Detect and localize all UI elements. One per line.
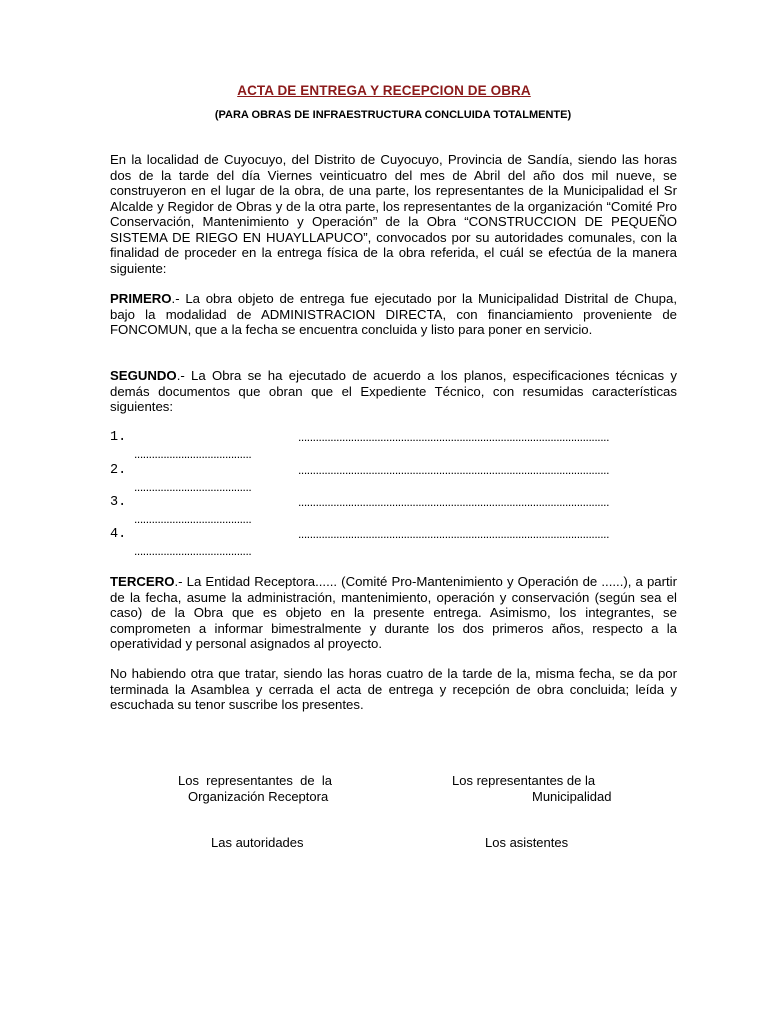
item-dots-line: ........................................ [134, 512, 252, 526]
signature-muni-line1: Los representantes de la [452, 773, 596, 788]
document-title: ACTA DE ENTREGA Y RECEPCION DE OBRA [237, 83, 531, 98]
tercero-paragraph [110, 574, 677, 652]
segundo-paragraph [110, 368, 677, 415]
item-dots-line: ........................................ [134, 480, 252, 494]
segundo-text: .- La Obra se ha ejecutado de acuerdo a los planos, especificaciones técnicas y demás documentos que obran que el Expediente Técnico, con resumidas características siguientes: [110, 368, 677, 414]
item-number: 1. [110, 430, 127, 445]
document-subtitle: (PARA OBRAS DE INFRAESTRUCTURA CONCLUIDA TOTALMENTE) [214, 109, 572, 121]
item-dots-line: ........................................ [134, 447, 252, 461]
item-number: 2. [110, 463, 127, 478]
tercero-label: TERCERO [110, 574, 175, 589]
intro-paragraph: En la localidad de Cuyocuyo, del Distrito de Cuyocuyo, Provincia de Sandía, siendo las horas dos de la tarde del día Viernes veinticuatro del mes de Abril del año dos mil nueve, se construyeron en el lugar de la obra, de una parte, los representantes de la Municipalidad el Sr Alcalde y Regidor de Obras y de la otra parte, los representantes de la organización “Comité Pro Conservación, Mantenimiento y Operación” de la Obra “CONSTRUCCION DE PEQUEÑO SISTEMA DE RIEGO EN HUAYLLAPUCO”, convocados por su autoridades comunales, con la finalidad de proceder en la entrega física de la obra referida, el cuál se efectúa de la manera siguiente: [110, 152, 677, 276]
item-number: 3. [110, 495, 127, 510]
signature-org-line2: Organización Receptora [188, 789, 329, 804]
signature-muni-line2: Municipalidad [532, 789, 612, 804]
signature-autoridades: Las autoridades [211, 835, 304, 850]
segundo-label: SEGUNDO [110, 368, 177, 383]
signature-asistentes: Los asistentes [485, 835, 569, 850]
primero-label: PRIMERO [110, 291, 172, 306]
item-number: 4. [110, 527, 127, 542]
item-dots-line: .......................................................................................................... [298, 430, 610, 444]
tercero-text: .- La Entidad Receptora...... (Comité Pro-Mantenimiento y Operación de ......), a partir de la fecha, asume la administración, mantenimiento, operación y conservación (según sea el caso) de la Obra que es objeto en la presente entrega. Asimismo, los integrantes, se comprometen a informar bimestralmente y durante los dos primeros años, respecto a la operatividad y personal asignados al proyecto. [110, 574, 677, 651]
item-dots-line: .......................................................................................................... [298, 527, 610, 541]
primero-text: .- La obra objeto de entrega fue ejecutado por la Municipalidad Distrital de Chupa, bajo la modalidad de ADMINISTRACION DIRECTA, con financiamiento proveniente de FONCOMUN, que a la fecha se encuentra concluida y listo para poner en servicio. [110, 291, 677, 337]
primero-paragraph [110, 291, 677, 338]
closing-paragraph: No habiendo otra que tratar, siendo las horas cuatro de la tarde de la, misma fecha, se da por terminada la Asamblea y cerrada el acta de entrega y recepción de obra concluida; leída y escuchada su tenor suscribe los presentes. [110, 666, 677, 712]
item-dots-line: .......................................................................................................... [298, 463, 610, 477]
item-dots-line: ........................................ [134, 544, 252, 558]
signature-org-line1: Los representantes de la [178, 773, 332, 788]
item-dots-line: .......................................................................................................... [298, 495, 610, 509]
